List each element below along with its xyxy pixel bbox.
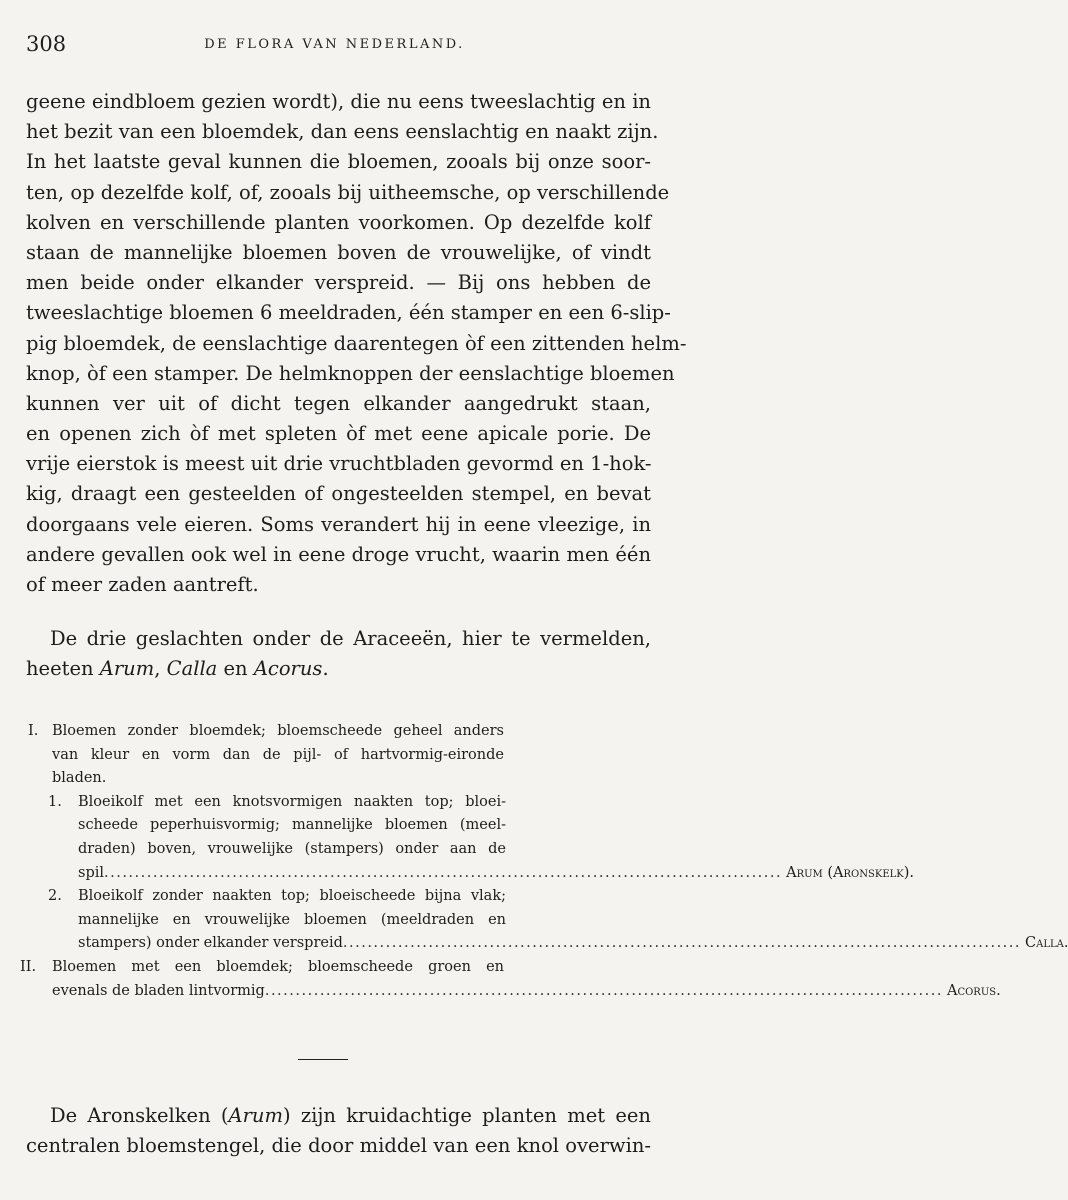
text-line: kig, draagt een gesteelden of ongesteelden stempel, en bevat	[26, 482, 651, 506]
key-result-acorus: Acorus.	[946, 982, 1001, 999]
key-line: Bloemen zonder bloemdek; bloemscheede geheel anders	[52, 723, 504, 739]
key-result-arum: Arum (Aronskelk).	[786, 864, 915, 881]
key-line: Bloeikolf zonder naakten top; bloeischeede bijna vlak;	[78, 888, 506, 905]
text-line: kolven en verschillende planten voorkomen. Op dezelfde kolf	[26, 210, 651, 234]
key-entry-II	[20, 956, 1001, 1003]
paragraph-2	[26, 624, 651, 684]
text-line: vrije eierstok is meest uit drie vruchtbladen gevormd en 1-hok-	[26, 452, 652, 476]
key-line-end: evenals de bladen lintvormig	[52, 982, 265, 999]
key-leader-line	[52, 980, 1001, 1004]
running-title: DE FLORA VAN NEDERLAND.	[204, 37, 465, 52]
key-leader-line	[78, 932, 1068, 956]
key-entry-2	[20, 885, 1068, 956]
text-line: of meer zaden aantreft.	[26, 573, 259, 596]
key-line: mannelijke en vrouwelijke bloemen (meeldraden en	[78, 911, 506, 928]
key-number: 2.	[48, 888, 62, 905]
genus-calla: Calla	[166, 657, 218, 681]
genus-acorus: Acorus	[253, 657, 323, 681]
identification-key	[20, 720, 1068, 1003]
section-divider	[298, 1059, 348, 1060]
text-line: knop, òf een stamper. De helmknoppen der eenslachtige bloemen	[26, 361, 675, 385]
key-line: van kleur en vorm dan de pijl- of hartvormig-eironde	[52, 746, 504, 763]
text-line: centralen bloemstengel, die door middel van een knol overwin-	[26, 1134, 651, 1158]
text-line: In het laatste geval kunnen die bloemen, zooals bij onze soor-	[26, 150, 651, 174]
text-line	[26, 1101, 651, 1131]
key-entry-1	[20, 791, 915, 885]
text-line: men beide onder elkander verspreid. — Bij ons hebben de	[26, 271, 651, 295]
leader-dots: ...............................................................................................................	[342, 935, 1022, 952]
leader-dots: ...............................................................................................................	[264, 982, 943, 999]
text-span: ,	[154, 657, 167, 681]
text-line: De drie geslachten onder de Araceeën, hier te vermelden,	[50, 627, 651, 650]
text-line: pig bloemdek, de eenslachtige daarentegen òf een zittenden helm-	[26, 331, 687, 355]
paragraph-3	[26, 1101, 651, 1161]
page-header	[26, 32, 643, 58]
page-number: 308	[26, 32, 67, 56]
key-number: 1.	[48, 793, 62, 810]
text-span: De Aronskelken (	[50, 1104, 229, 1127]
key-line: bladen.	[52, 770, 107, 787]
key-entry-I	[20, 720, 650, 791]
leader-dots: ...............................................................................................................	[104, 864, 783, 881]
key-leader-line	[78, 862, 915, 886]
key-result-calla: Calla.	[1025, 935, 1068, 952]
text-line: en openen zich òf met spleten òf met eene apicale porie. De	[26, 422, 651, 446]
text-line: doorgaans vele eieren. Soms verandert hij in eene vleezige, in	[26, 512, 651, 536]
genus-arum: Arum	[228, 1104, 283, 1127]
text-line: het bezit van een bloemdek, dan eens eenslachtig en naakt zijn.	[26, 120, 659, 144]
paragraph-1	[26, 87, 687, 600]
text-line: ten, op dezelfde kolf, of, zooals bij uitheemsche, op verschillende	[26, 180, 670, 204]
key-line: scheede peperhuisvormig; mannelijke bloemen (meel-	[78, 817, 506, 834]
key-line: Bloeikolf met een knotsvormigen naakten top; bloei-	[78, 793, 506, 810]
text-line: tweeslachtige bloemen 6 meeldraden, één stamper en een 6-slip-	[26, 301, 671, 325]
text-line: staan de mannelijke bloemen boven de vrouwelijke, of vindt	[26, 240, 651, 264]
key-line-end: stampers) onder elkander verspreid	[78, 935, 343, 952]
key-number: I.	[28, 723, 39, 739]
text-span: heeten	[26, 657, 100, 681]
text-span: .	[322, 657, 329, 681]
genus-arum: Arum	[99, 657, 155, 681]
key-line-end: spil	[78, 864, 104, 881]
text-line	[26, 654, 651, 684]
text-span: en	[217, 657, 254, 681]
key-number: II.	[20, 958, 37, 975]
key-line: draden) boven, vrouwelijke (stampers) onder aan de	[78, 840, 506, 857]
text-line: geene eindbloem gezien wordt), die nu eens tweeslachtig en in	[26, 90, 651, 113]
text-line: andere gevallen ook wel in eene droge vrucht, waarin men één	[26, 542, 651, 566]
text-line: kunnen ver uit of dicht tegen elkander aangedrukt staan,	[26, 391, 651, 415]
key-line: Bloemen met een bloemdek; bloemscheede groen en	[52, 958, 504, 975]
text-span: ) zijn kruidachtige planten met een	[283, 1104, 651, 1127]
